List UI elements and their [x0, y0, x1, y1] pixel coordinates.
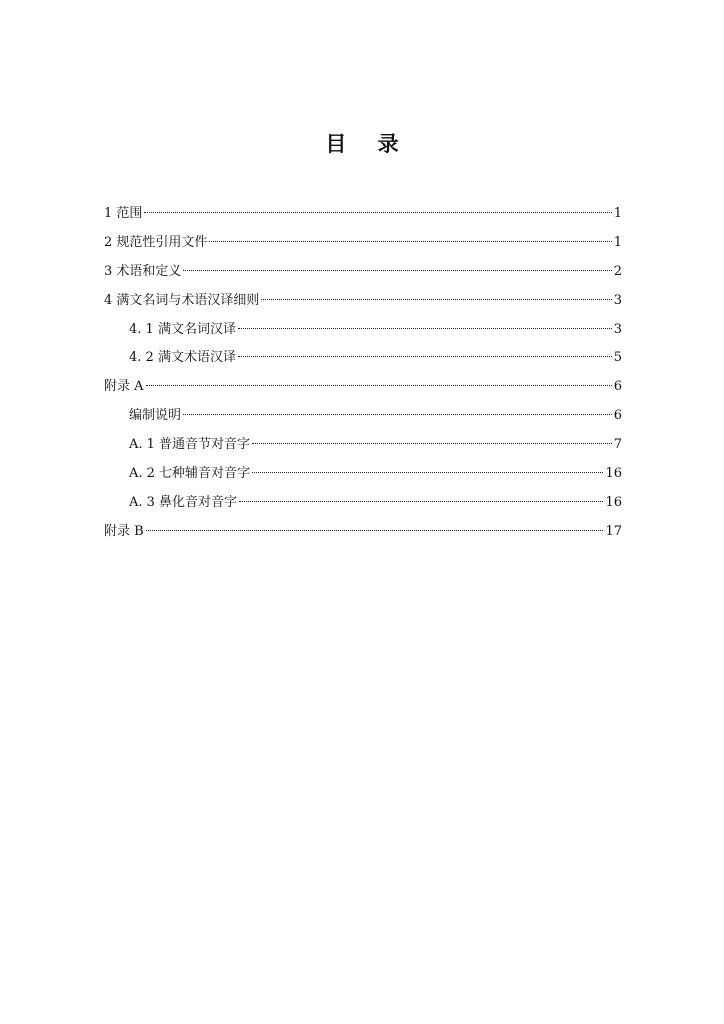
toc-entry-page: 17: [605, 523, 622, 539]
dot-leader: [183, 414, 612, 415]
dot-leader: [144, 212, 611, 213]
toc-entry-label: 4 满文名词与术语汉译细则: [104, 292, 260, 308]
toc-entry-page: 1: [613, 234, 622, 250]
dot-leader: [209, 241, 611, 242]
toc-entry-term-translation[interactable]: [104, 348, 622, 377]
toc-list: [104, 204, 622, 551]
toc-entry-terms-definitions[interactable]: [104, 262, 622, 291]
toc-entry-normative-references[interactable]: [104, 233, 622, 262]
toc-entry-label: 编制说明: [129, 408, 182, 424]
dot-leader: [261, 299, 611, 300]
toc-entry-noun-translation[interactable]: [104, 320, 622, 349]
toc-entry-page: 7: [613, 437, 622, 453]
toc-entry-page: 16: [605, 466, 622, 482]
dot-leader: [146, 530, 604, 531]
dot-leader: [238, 328, 612, 329]
toc-entry-label: A. 2 七种辅音对音字: [129, 466, 251, 482]
toc-entry-label: 3 术语和定义: [104, 263, 182, 279]
dot-leader: [252, 472, 603, 473]
toc-entry-translation-rules[interactable]: [104, 291, 622, 320]
toc-entry-label: 附录 B: [104, 523, 144, 539]
toc-entry-page: 6: [613, 379, 622, 395]
toc-entry-a3[interactable]: [104, 493, 622, 522]
toc-entry-compilation-notes[interactable]: [104, 406, 622, 435]
toc-entry-appendix-b[interactable]: [104, 522, 622, 551]
toc-entry-page: 1: [613, 206, 622, 221]
dot-leader: [238, 356, 612, 357]
dot-leader: [252, 443, 612, 444]
toc-entry-label: 4. 2 满文术语汉译: [129, 350, 236, 366]
toc-entry-a2[interactable]: [104, 464, 622, 493]
toc-entry-label: 1 范围: [104, 206, 143, 221]
dot-leader: [183, 270, 611, 271]
toc-entry-label: 附录 A: [104, 379, 144, 395]
dot-leader: [146, 385, 612, 386]
toc-entry-a1[interactable]: [104, 435, 622, 464]
toc-entry-label: A. 1 普通音节对音字: [129, 437, 251, 453]
toc-entry-scope[interactable]: [104, 204, 622, 233]
toc-entry-page: 3: [613, 292, 622, 308]
toc-entry-appendix-a[interactable]: [104, 377, 622, 406]
toc-entry-page: 6: [613, 408, 622, 424]
dot-leader: [239, 501, 603, 502]
toc-entry-label: 4. 1 满文名词汉译: [129, 321, 236, 337]
toc-entry-label: A. 3 鼻化音对音字: [129, 494, 238, 510]
toc-entry-page: 2: [613, 263, 622, 279]
toc-entry-page: 5: [613, 350, 622, 366]
toc-entry-page: 16: [605, 494, 622, 510]
toc-entry-page: 3: [613, 321, 622, 337]
toc-title: 目 录: [325, 131, 411, 156]
toc-entry-label: 2 规范性引用文件: [104, 234, 208, 250]
